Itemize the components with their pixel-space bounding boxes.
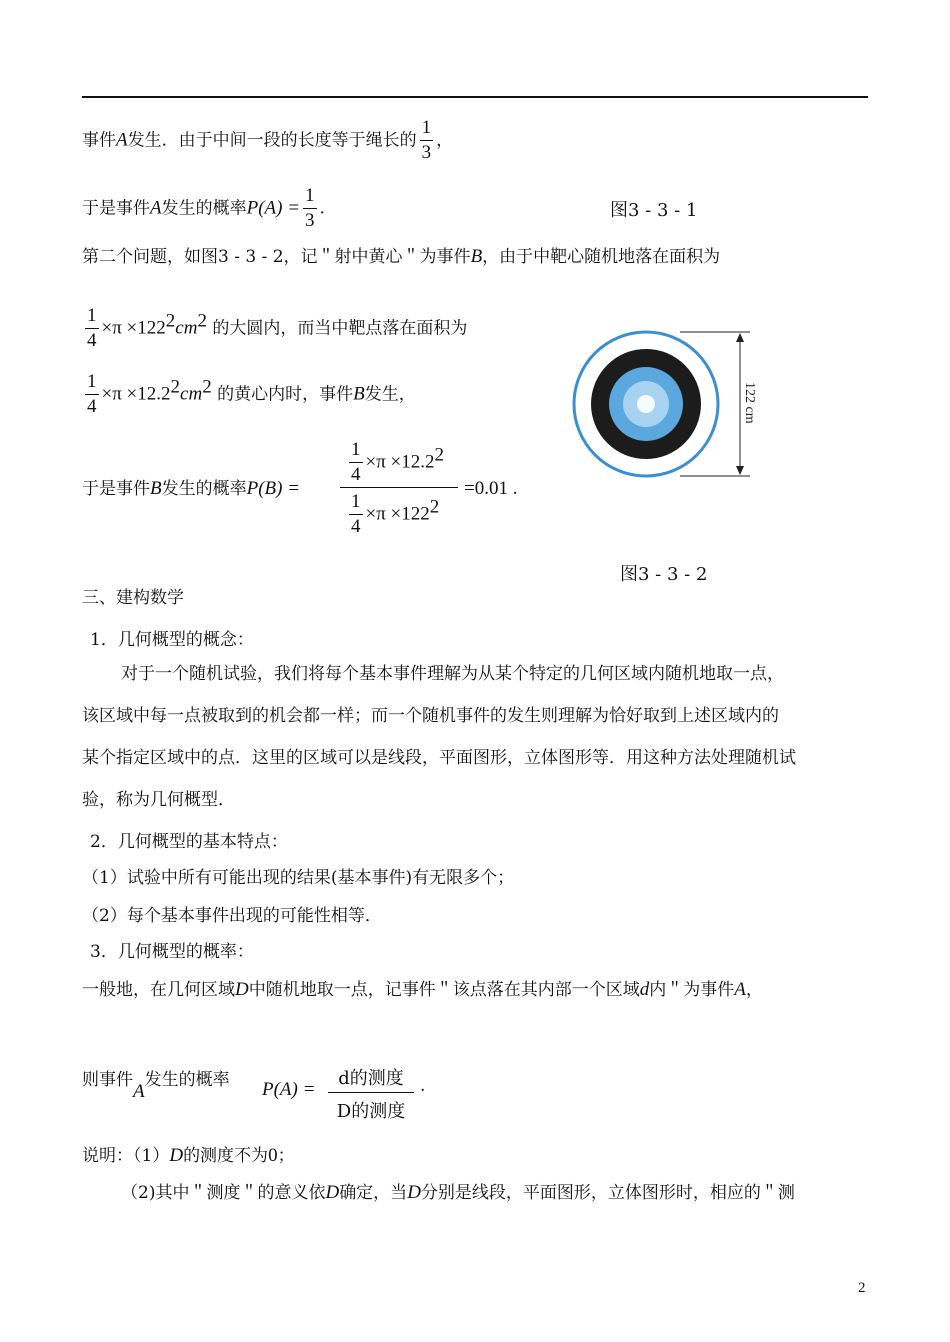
var-a: A [734, 979, 746, 1000]
line-general [82, 980, 763, 999]
exponent: 2 [202, 376, 212, 398]
numerator: 1 [85, 372, 99, 395]
item-3-title: 3．几何概型的概率： [90, 942, 254, 962]
figure-caption-1: 图3 - 3 - 1 [610, 200, 698, 221]
text: 于是事件 [82, 479, 150, 499]
target-figure [570, 330, 780, 490]
para-line-4: 验，称为几何概型． [82, 790, 235, 810]
header-rule [82, 96, 868, 98]
fraction-one-third [303, 186, 317, 232]
note-1 [82, 1146, 295, 1165]
text: 发生的概率 [161, 479, 247, 499]
numerator: 1 [420, 118, 434, 141]
exponent: 2 [197, 310, 207, 332]
text: 的黄心内时，事件 [217, 384, 354, 405]
prob-expr: P(B) = [246, 478, 301, 499]
exponent: 2 [434, 444, 445, 466]
denominator: 4 [87, 395, 97, 417]
denominator: 3 [305, 209, 315, 231]
var-a: A [116, 129, 128, 151]
var-a: A [150, 197, 162, 219]
item-2-title: 2．几何概型的基本特点： [90, 832, 288, 852]
text: ， [436, 130, 454, 151]
text: 发生的概率 [161, 198, 247, 219]
text: 发生的概率 [144, 1070, 230, 1090]
measure-numerator: d的测度 [328, 1064, 414, 1093]
var-d-lower: d [639, 979, 650, 1000]
result: =0.01 . [464, 478, 518, 499]
fraction-one-quarter [85, 306, 99, 352]
text: 确定，当 [339, 1183, 408, 1203]
text: 内＂为事件 [649, 980, 735, 1000]
exponent: 2 [165, 310, 176, 332]
arrow-down-icon [736, 466, 744, 475]
text: ； [277, 1146, 295, 1166]
text: 发生， [364, 384, 416, 405]
measure-fraction [328, 1064, 414, 1123]
unit: cm [175, 317, 198, 339]
fraction-denominator [346, 492, 439, 538]
area-expr: ×π ×122 [101, 317, 166, 339]
text: 的测度不为 [183, 1146, 269, 1166]
text: （2)其中＂测度＂的意义依 [121, 1183, 326, 1203]
text: . [319, 198, 325, 219]
numerator: 1 [85, 306, 99, 329]
text: ，由于中靶心随机地落在面积为 [482, 247, 721, 267]
numerator: 1 [349, 440, 363, 463]
line-probability [82, 1070, 230, 1102]
text: 说明：（1） [82, 1146, 170, 1166]
text: 于是事件 [82, 198, 150, 219]
var-d-upper: D [325, 1182, 340, 1203]
denominator: 4 [351, 463, 361, 485]
fraction-one-quarter [349, 492, 363, 538]
text: 分别是线段，平面图形，立体图形时，相应的＂测 [420, 1183, 795, 1203]
text: . [420, 1076, 426, 1096]
line-1 [82, 118, 453, 164]
var-d-upper: D [407, 1182, 421, 1203]
numerator: 1 [303, 186, 317, 209]
text: 事件 [82, 130, 116, 151]
area-expr: ×π ×122 [365, 503, 430, 525]
zero: 0 [268, 1145, 278, 1166]
prob-expr: P(A) = [246, 197, 301, 219]
line-4 [82, 306, 467, 352]
fraction-numerator [346, 440, 444, 486]
measure-denominator: D的测度 [336, 1101, 406, 1122]
text: 则事件 [82, 1070, 133, 1090]
line-3 [82, 247, 720, 266]
para-line-2: 该区域中每一点被取到的机会都一样；而一个随机事件的发生则理解为恰好取到上述区域内的 [82, 706, 779, 726]
exponent: 2 [170, 376, 181, 398]
var-b: B [353, 383, 365, 405]
fraction-one-quarter [349, 440, 363, 486]
denominator: 4 [351, 515, 361, 537]
area-expr: ×π ×12.2 [101, 383, 171, 405]
main-fraction-bar [340, 487, 458, 488]
feature-2: （2）每个基本事件出现的可能性相等． [82, 906, 382, 926]
line-5 [82, 372, 416, 418]
note-2 [121, 1183, 795, 1202]
denominator: 4 [87, 329, 97, 351]
var-d-upper: D [169, 1145, 184, 1166]
exponent: 2 [429, 496, 440, 518]
compound-fraction [340, 440, 462, 540]
arrow-up-icon [736, 333, 744, 342]
text: 第二个问题，如图3 - 3 - 2，记＂射中黄心＂为事件 [82, 247, 471, 267]
text: ， [745, 980, 763, 1000]
fraction-one-third [420, 118, 434, 164]
text: 的大圆内，而当中靶点落在面积为 [212, 318, 468, 339]
text: 中随机地取一点，记事件＂该点落在其内部一个区域 [248, 980, 640, 1000]
unit: cm [180, 383, 203, 405]
area-expr: ×π ×12.2 [365, 451, 435, 473]
fraction-one-quarter [85, 372, 99, 418]
page-number: 2 [858, 1280, 866, 1296]
numerator: 1 [349, 492, 363, 515]
var-d-upper: D [235, 979, 249, 1000]
item-1-title: 1．几何概型的概念： [90, 630, 254, 650]
para-line-1: 对于一个随机试验，我们将每个基本事件理解为从某个特定的几何区域内随机地取一点， [121, 664, 784, 684]
line-2 [82, 186, 325, 232]
para-line-3: 某个指定区域中的点．这里的区域可以是线段，平面图形，立体图形等．用这种方法处理随机试 [82, 748, 796, 768]
text: 发生．由于中间一段的长度等于绳长的 [127, 130, 417, 151]
line-6 [82, 479, 300, 498]
var-b: B [150, 478, 162, 499]
target-center [637, 395, 655, 413]
prob-expr: P(A) = [262, 1079, 316, 1100]
text: 一般地，在几何区域 [82, 980, 235, 1000]
dimension-label: 122 cm [742, 382, 757, 424]
feature-1: （1）试验中所有可能出现的结果(基本事件)有无限多个； [82, 868, 515, 888]
var-b: B [470, 246, 483, 267]
var-a: A [133, 1081, 145, 1102]
section-heading: 三、建构数学 [82, 588, 184, 608]
figure-caption-2: 图3 - 3 - 2 [620, 564, 708, 585]
denominator: 3 [421, 141, 432, 163]
